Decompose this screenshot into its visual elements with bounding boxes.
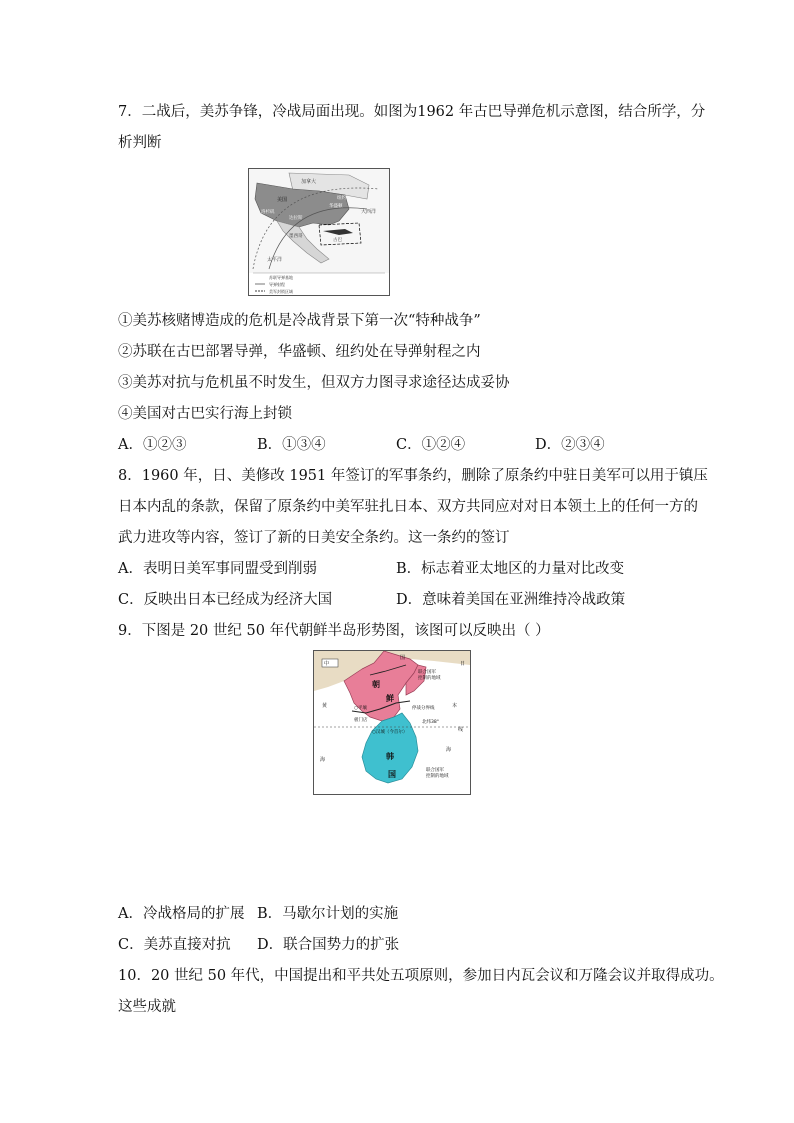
q7-item-2: ②苏联在古巴部署导弹，华盛顿、纽约处在导弹射程之内 [118, 344, 481, 360]
cuba-missile-crisis-map [248, 168, 390, 296]
korea-label-un-1: 联合国军 [418, 670, 436, 675]
map-label-atlantic: 大西洋 [361, 209, 377, 215]
korea-label-south-2: 国 [388, 770, 396, 779]
korea-label-line: 线 [458, 727, 464, 733]
q10-stem-line2: 这些成就 [118, 999, 176, 1015]
korea-situation-map [313, 650, 471, 795]
korea-label-japan-1: 日 [460, 661, 466, 667]
map-label-cuba: 古巴 [333, 238, 342, 243]
q7-stem-line1: 7．二战后，美苏争锋，冷战局面出现。如图为1962 年古巴导弹危机示意图，结合所学，分 [118, 104, 706, 120]
map-label-dallas: 达拉斯 [289, 216, 303, 221]
q10-stem-line1: 10．20 世纪 50 年代，中国提出和平共处五项原则，参加日内瓦会议和万隆会议并取得成功。 [118, 968, 724, 984]
korea-label-seoul: ○汉城（今首尔） [372, 730, 408, 735]
q7-option-c[interactable]: C．①②④ [396, 437, 466, 453]
q8-stem-line2: 日本内乱的条款，保留了原条约中美军驻扎日本、双方共同应对对日本领土上的任何一方的 [118, 499, 698, 515]
q9-option-d[interactable]: D．联合国势力的扩张 [257, 937, 400, 953]
korea-label-sea-east: 海 [446, 747, 452, 753]
cuba-map-graphic [249, 169, 389, 295]
map-label-los-angeles: 洛杉矶 [261, 210, 275, 215]
korea-label-sea-west: 海 [320, 757, 326, 763]
legend-missile-range: 导弹射程 [269, 282, 285, 287]
korea-label-38th-parallel: 北纬38° [422, 720, 439, 725]
korea-label-south-1: 韩 [386, 752, 394, 761]
korea-label-panmunjom: 板门店 [354, 718, 368, 723]
map-label-pacific: 太平洋 [267, 257, 283, 263]
q8-option-b[interactable]: B．标志着亚太地区的力量对比改变 [396, 561, 625, 577]
map-label-mexico: 墨西哥 [289, 234, 303, 239]
q8-stem-line3: 武力进攻等内容，签订了新的日美安全条约。这一条约的签订 [118, 530, 510, 546]
map-label-new-york: 纽约 [337, 196, 346, 201]
q8-stem-line1: 8．1960 年，日、美修改 1951 年签订的军事条约，删除了原条约中驻日美军可以用于镇压 [118, 468, 708, 484]
korea-label-japan-2: 本 [452, 703, 458, 709]
q7-item-4: ④美国对古巴实行海上封锁 [118, 406, 292, 422]
korea-label-china-1: 中 [324, 661, 330, 667]
korea-label-north-2: 鲜 [386, 694, 394, 703]
korea-label-north-1: 朝 [372, 680, 380, 689]
map-label-usa: 美国 [277, 197, 288, 203]
korea-label-un-2: 联合国军 [426, 768, 444, 773]
map-label-canada: 加拿大 [301, 179, 317, 185]
korea-label-un-area-1: 控制的地域 [418, 676, 441, 681]
q7-stem-line2: 析判断 [118, 135, 162, 151]
q7-option-a[interactable]: A．①②③ [118, 437, 187, 453]
korea-label-yellow-sea: 黄 [322, 703, 328, 709]
q7-option-d[interactable]: D．②③④ [535, 437, 605, 453]
q8-option-c[interactable]: C．反映出日本已经成为经济大国 [118, 592, 333, 608]
legend-missile-base: 苏联导弹基地 [269, 275, 293, 280]
korea-label-pyongyang: ○平壤 [354, 706, 367, 711]
legend-blockade: 美军封锁区域 [269, 289, 293, 294]
q8-option-d[interactable]: D．意味着美国在亚洲维持冷战政策 [396, 592, 626, 608]
korea-label-un-area-2: 控制的地域 [426, 774, 449, 779]
q7-item-3: ③美苏对抗与危机虽不时发生，但双方力图寻求途径达成妥协 [118, 375, 510, 391]
korea-label-china-2: 国 [400, 655, 406, 661]
q9-option-a[interactable]: A．冷战格局的扩展 [118, 906, 245, 922]
korea-map-graphic [314, 651, 470, 794]
map-label-washington: 华盛顿 [329, 204, 343, 209]
q9-stem: 9．下图是 20 世纪 50 年代朝鲜半岛形势图，该图可以反映出（ ） [118, 623, 550, 639]
q9-option-c[interactable]: C．美苏直接对抗 [118, 937, 231, 953]
q8-option-a[interactable]: A．表明日美军事同盟受到削弱 [118, 561, 317, 577]
q7-option-b[interactable]: B．①③④ [257, 437, 326, 453]
q9-option-b[interactable]: B．马歇尔计划的实施 [257, 906, 399, 922]
q7-item-1: ①美苏核赌博造成的危机是冷战背景下第一次“特种战争” [118, 313, 481, 329]
korea-label-armistice-line: 停战分界线 [412, 706, 435, 711]
